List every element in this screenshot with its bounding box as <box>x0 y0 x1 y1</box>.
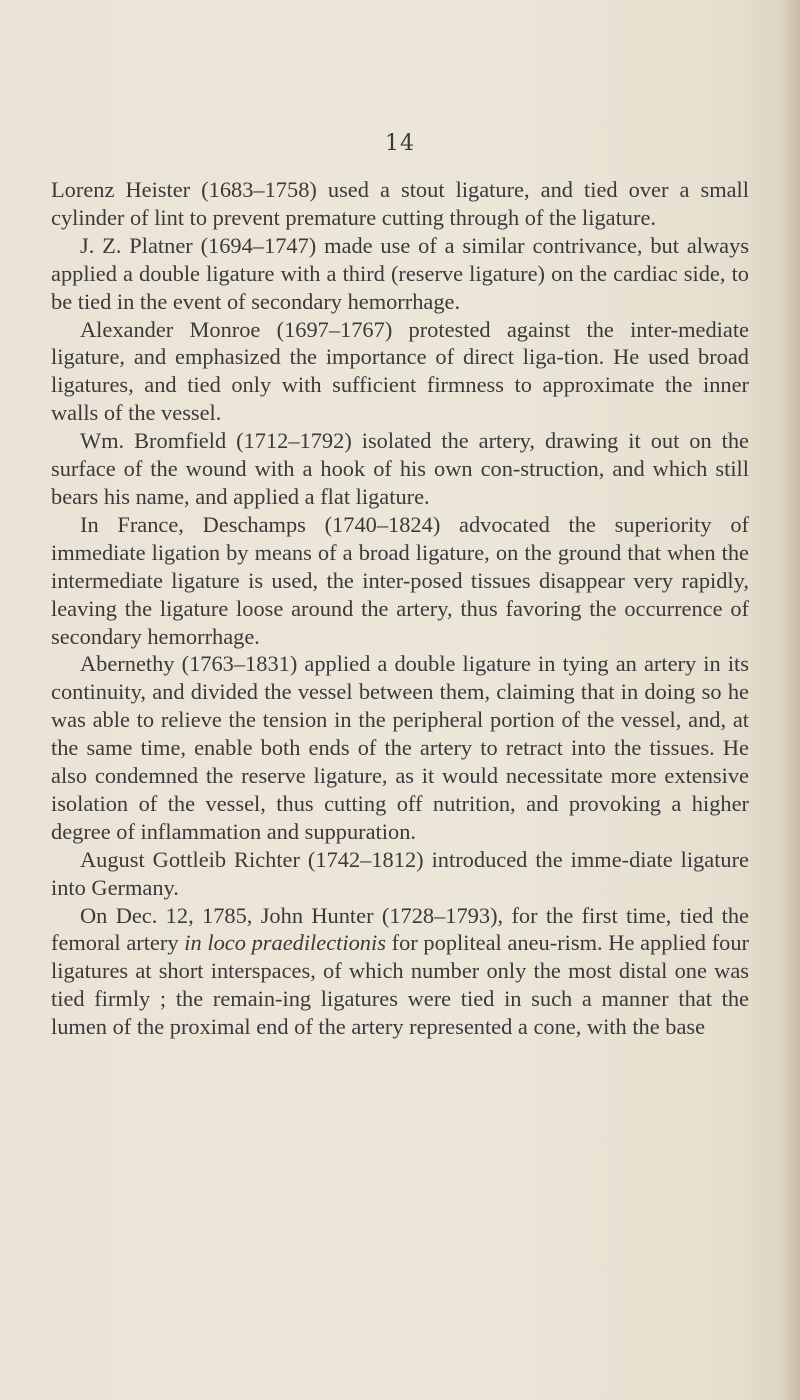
page-number: 14 <box>385 131 415 156</box>
body-text <box>51 176 749 1041</box>
hunter-text-italic: in loco praedilectionis <box>184 930 386 956</box>
paragraph-abernethy: Abernethy (1763–1831) applied a double ligature in tying an artery in its continuity, and divided the vessel between them, claiming that in doing so he was able to relieve the tension in the peripheral portion of the vessel, and, at the same time, enable both ends of the artery to retract into the tissues. He also condemned the reserve ligature, as it would necessitate more extensive isolation of the vessel, thus cutting off nutrition, and provoking a higher degree of inflammation and suppuration. <box>51 651 749 844</box>
paragraph-hunter <box>51 902 749 1042</box>
hunter-text-before: On Dec. 12, 1785, John Hunter (1728–1793), for the first time, tied the femoral artery <box>51 902 749 956</box>
paragraph-heister: Lorenz Heister (1683–1758) used a stout ligature, and tied over a small cylinder of lint to prevent premature cutting through of the ligature. <box>51 177 749 230</box>
paragraph-deschamps: In France, Deschamps (1740–1824) advocated the superiority of immediate ligation by means of a broad ligature, on the ground that when the intermediate ligature is used, the inter-posed tissues disappear very rapidly, leaving the ligature loose around the artery, thus favoring the occurrence of secondary hemorrhage. <box>51 511 749 649</box>
paragraph-richter: August Gottleib Richter (1742–1812) introduced the imme-diate ligature into Germany. <box>51 846 749 900</box>
hunter-text-after: for popliteal aneu-rism. He applied four ligatures at short interspaces, of which number only the most distal one was tied firmly ; the remain-ing ligatures were tied in such a manner that the lumen of the proximal end of the artery represented a cone, with the base <box>51 930 750 1040</box>
paragraph-monroe: Alexander Monroe (1697–1767) protested against the inter-mediate ligature, and emphasized the importance of direct liga-tion. He used broad ligatures, and tied only with sufficient firmness to approximate the inner walls of the vessel. <box>51 316 749 426</box>
page-edge-shadow <box>782 0 800 1400</box>
paragraph-bromfield: Wm. Bromfield (1712–1792) isolated the artery, drawing it out on the surface of the wound with a hook of his own con-struction, and which still bears his name, and applied a flat ligature. <box>51 428 749 509</box>
paragraph-platner: J. Z. Platner (1694–1747) made use of a similar contrivance, but always applied a double ligature with a third (reserve ligature) on the cardiac side, to be tied in the event of secondary hemorrhage. <box>51 232 749 314</box>
